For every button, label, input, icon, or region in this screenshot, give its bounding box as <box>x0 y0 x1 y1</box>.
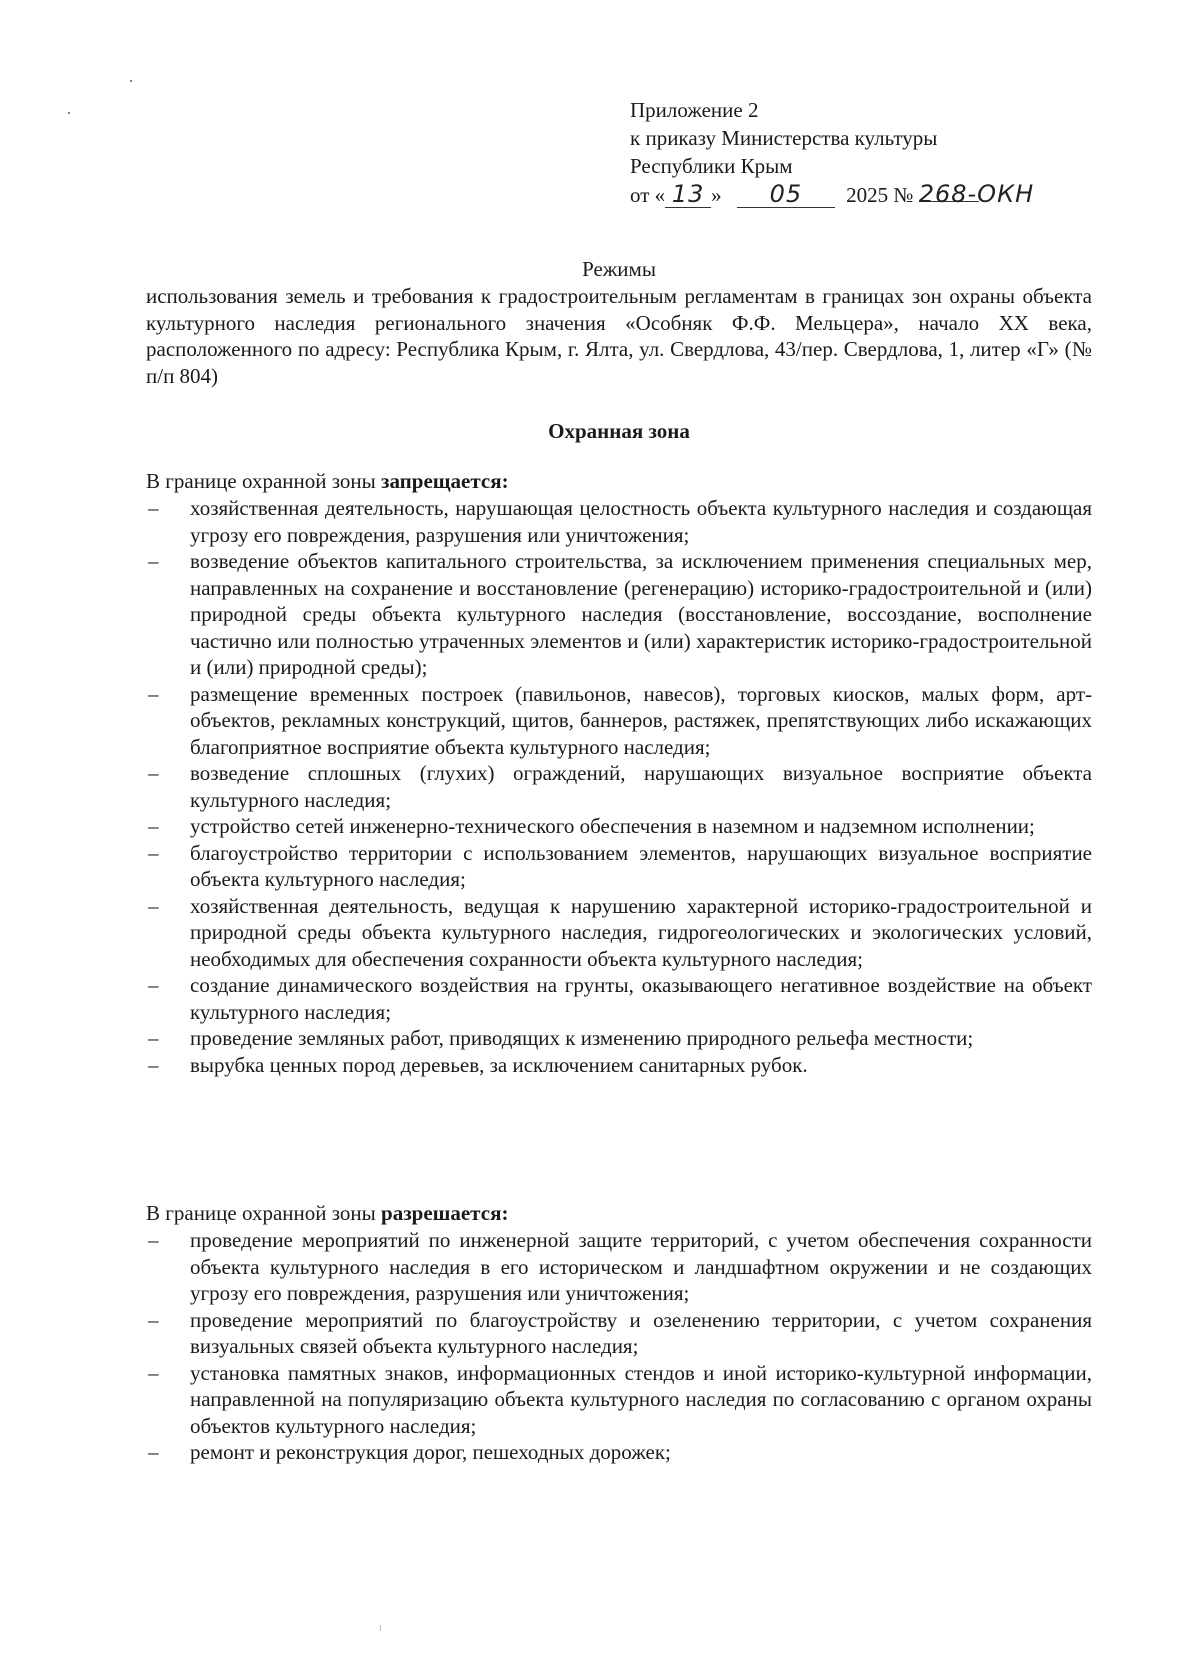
list-item: – устройство сетей инженерно-технического обеспечения в наземном и надземном исполнении; <box>146 813 1092 840</box>
permitted-lead-bold: разрешается: <box>381 1201 509 1225</box>
scan-mark <box>380 1625 381 1631</box>
prohibited-lead-bold: запрещается: <box>381 469 509 493</box>
prohibited-lead <box>146 468 509 495</box>
document-subtitle-text: использования земель и требования к градостроительным регламентам в границах зон охраны объекта культурного наследия регионального значения «Особняк Ф.Ф. Мельцера», начало XX века, расположенного по адресу: Республика Крым, г. Ялта, ул. Свердлова, 43/пер. Свердлова, 1, литер «Г» (№ п/п 804) <box>146 284 1092 388</box>
date-year-no: 2025 № <box>846 183 914 207</box>
date-month: 05 <box>769 180 803 208</box>
list-item: – возведение сплошных (глухих) ограждений, нарушающих визуальное восприятие объекта культурного наследия; <box>146 760 1092 813</box>
appendix-line-1: Приложение 2 <box>630 98 759 122</box>
list-item: – размещение временных построек (павильонов, навесов), торговых киосков, малых форм, арт-объектов, рекламных конструкций, щитов, баннеров, растяжек, препятствующих либо искажающих благоприятное восприятие объекта культурного наследия; <box>146 681 1092 761</box>
permitted-list <box>146 1227 1092 1466</box>
prohibited-list <box>146 495 1092 1078</box>
list-item: – благоустройство территории с использованием элементов, нарушающих визуальное восприятие объекта культурного наследия; <box>146 840 1092 893</box>
date-prefix: от « <box>630 183 666 207</box>
list-item: – хозяйственная деятельность, нарушающая целостность объекта культурного наследия и создающая угрозу его повреждения, разрушения или уничтожения; <box>146 495 1092 548</box>
zone-heading: Охранная зона <box>548 419 690 443</box>
order-number: 268-ОКН <box>918 180 1035 208</box>
appendix-line-3: Республики Крым <box>630 154 793 178</box>
date-day: 13 <box>671 180 705 208</box>
list-item: – ремонт и реконструкция дорог, пешеходных дорожек; <box>146 1439 1092 1466</box>
list-item: – вырубка ценных пород деревьев, за исключением санитарных рубок. <box>146 1052 1092 1079</box>
appendix-date-line <box>630 180 1034 209</box>
permitted-lead-text: В границе охранной зоны <box>146 1201 382 1225</box>
document-subtitle <box>146 283 1092 389</box>
list-item: – проведение мероприятий по инженерной защите территорий, с учетом обеспечения сохранности объекта культурного наследия в его историческом и ландшафтном окружении и не создающих угрозу его повреждения, разрушения или уничтожения; <box>146 1227 1092 1307</box>
list-item: – проведение мероприятий по благоустройству и озеленению территории, с учетом сохранения визуальных связей объекта культурного наследия; <box>146 1307 1092 1360</box>
scan-speck <box>130 80 132 82</box>
permitted-lead <box>146 1200 508 1227</box>
list-item: – установка памятных знаков, информационных стендов и иной историко-культурной информации, направленной на популяризацию объекта культурного наследия по согласованию с органом охраны объектов культурного наследия; <box>146 1360 1092 1440</box>
date-mid: » <box>711 183 722 207</box>
date-month-field <box>737 182 835 208</box>
list-item: – создание динамического воздействия на грунты, оказывающего негативное воздействие на объект культурного наследия; <box>146 972 1092 1025</box>
document-title: Режимы <box>582 257 656 281</box>
list-item: – возведение объектов капитального строительства, за исключением применения специальных мер, направленных на сохранение и восстановление (регенерацию) историко-градостроительной и (или) природной среды объекта культурного наследия (восстановление, воссоздание, восполнение частично или полностью утраченных элементов и (или) характеристик историко-градостроительной и (или) природной среды); <box>146 548 1092 681</box>
appendix-header <box>630 96 1034 209</box>
prohibited-lead-text: В границе охранной зоны <box>146 469 382 493</box>
date-day-field <box>665 182 711 208</box>
appendix-line-2: к приказу Министерства культуры <box>630 126 938 150</box>
list-item: – проведение земляных работ, приводящих к изменению природного рельефа местности; <box>146 1025 1092 1052</box>
list-item: – хозяйственная деятельность, ведущая к нарушению характерной историко-градостроительной и природной среды объекта культурного наследия, гидрогеологических и экологических условий, необходимых для обеспечения сохранности объекта культурного наследия; <box>146 893 1092 973</box>
scan-speck <box>68 112 70 114</box>
